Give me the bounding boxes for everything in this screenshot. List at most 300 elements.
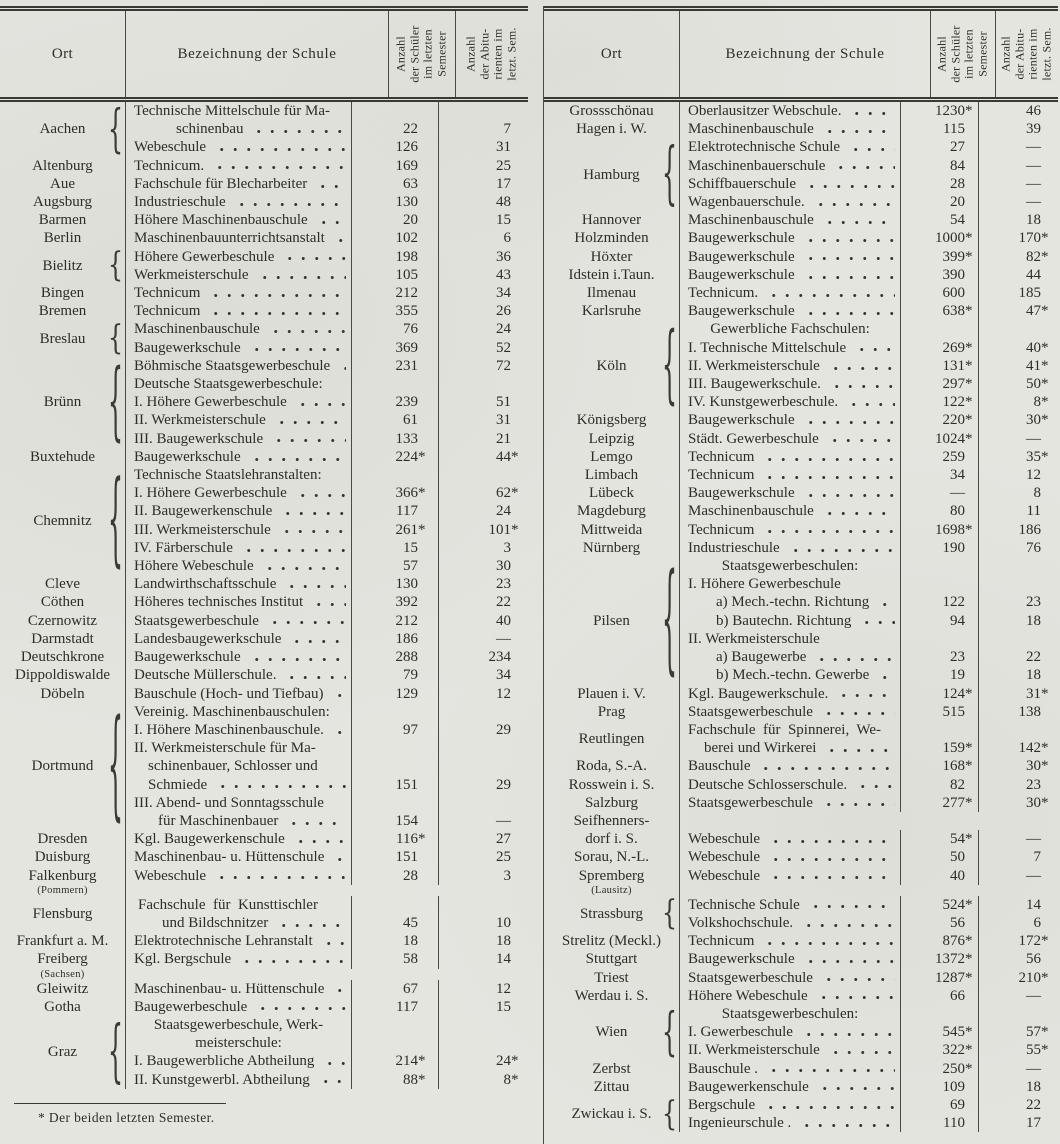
table-row [126,950,528,968]
school-name-text: Baugewerkschule [688,485,795,502]
rows-cell [679,896,1058,932]
graduates-value: 8 * [438,1071,528,1089]
dot-leader [802,914,895,932]
students-value: 117 [351,502,438,520]
school-name-cell [680,1041,900,1059]
school-name-text: Technische Staatslehranstalten: [134,467,322,484]
rows-cell [125,830,528,848]
school-name-cell [680,357,900,375]
header-students: Anzahl der Schüler im letzten Semester [388,11,455,97]
ort-label: Reutlingen [578,731,645,747]
school-name-cell [126,848,351,866]
ort-cell [544,120,679,138]
graduates-value: 7 [438,102,528,138]
graduates-value: 25 [438,157,528,175]
dot-leader [215,867,346,885]
dot-leader [850,102,895,120]
school-name-text: Maschinenbauschule [134,321,260,338]
ort-cell [0,867,125,896]
table-row [126,502,528,520]
ort-cell [544,411,679,429]
rows-cell [125,932,528,950]
students-value: 117 [351,998,438,1016]
school-name-text: Baugewerkschule [688,412,795,429]
dot-leader [823,211,895,229]
rows-cell [679,466,1058,484]
table-group [0,685,528,703]
dot-leader [809,896,895,914]
dot-leader [804,266,895,284]
dot-leader [823,120,895,138]
ort-label: Werdau i. S. [574,987,649,1004]
table-row [126,375,528,393]
dot-leader [815,648,895,666]
graduates-value: 44 * [438,448,528,466]
students-value: 80 [900,502,978,520]
graduates-value: — [978,430,1058,448]
table-group [544,703,1058,721]
dot-leader [825,739,895,757]
school-name-cell [680,393,900,411]
table-group [0,302,528,320]
graduates-value: 24 * [438,1052,528,1070]
school-name-cell [680,721,900,757]
graduates-value [978,557,1058,575]
school-name-text: Webeschule [134,867,207,884]
ort-cell [0,950,125,979]
graduates-value: 7 [978,848,1058,866]
table-row [680,393,1058,411]
students-value [900,630,978,648]
school-name-cell [680,211,900,229]
dot-leader [323,1052,346,1070]
ort-label: Pilsen [593,612,630,629]
graduates-value: 21 [438,430,528,448]
table-row [680,320,1058,338]
table-row [680,138,1058,156]
dot-leader [817,987,895,1005]
group-brace-icon: { [662,316,678,416]
school-name-cell [126,648,351,666]
dot-leader [804,950,895,968]
ort-label: Dresden [37,831,88,848]
ort-label: Leipzig [588,430,635,447]
table-row [680,357,1058,375]
table-row [680,448,1058,466]
school-name-cell [126,248,351,266]
dot-leader [769,867,895,885]
students-value: 56 [900,914,978,932]
students-value: 67 [351,980,438,998]
table-group [0,284,528,302]
school-name-text: IV. Färberschule [134,539,233,556]
school-name-text: für Maschinenbauer [158,812,279,829]
ort-cell [0,666,125,684]
ort-label: Plauen i. V. [577,685,646,702]
school-name-cell [126,896,351,932]
rows-cell [125,248,528,284]
graduates-value: 10 [438,896,528,932]
table-row [680,430,1058,448]
table-row [126,266,528,284]
school-name-text: schinenbauer, Schlosser und [148,758,318,775]
table-group [544,794,1058,812]
ort-cell [0,461,125,581]
school-name-text: Technicum [134,285,201,302]
school-name-cell [126,320,351,338]
school-name-text: Ingenieurschule . [688,1115,792,1132]
table-row [680,157,1058,175]
dot-leader [763,521,895,539]
graduates-value: — [978,867,1058,885]
table-group [544,248,1058,266]
ort-cell [0,1012,125,1093]
school-name-text: Vereinig. Maschinenbauschulen: [134,703,330,720]
rows-cell [125,612,528,630]
school-name-cell [680,1114,900,1132]
dot-leader [878,666,895,684]
graduates-value: 46 [978,102,1058,120]
table-group [0,175,528,193]
students-value: 322 * [900,1041,978,1059]
school-name-text: Kgl. Bergschule [134,951,232,968]
students-value: 369 [351,339,438,357]
table-group [0,211,528,229]
ort-label: Augsburg [33,194,92,211]
table-row [126,739,528,794]
students-value: 58 [351,950,438,968]
dot-leader [281,502,346,520]
ort-cell [544,794,679,812]
table-group [0,99,528,160]
ort-cell [544,1002,679,1063]
ort-cell [0,318,125,359]
school-name-cell [680,175,900,193]
graduates-value: — [978,157,1058,175]
school-name-text: Elektrotechnische Lehranstalt [134,933,313,950]
ort-label: Döbeln [40,685,85,702]
school-name-cell [126,521,351,539]
school-name-text: Volkshochschule. [688,914,794,931]
school-name-cell [126,193,351,211]
school-name-text: Städt. Gewerbeschule [688,430,819,447]
students-value: 231 [351,357,438,375]
ort-label: Czernowitz [27,612,98,629]
dot-leader [802,1023,895,1041]
table-group [544,812,1058,848]
students-value: 1000 * [900,229,978,247]
ort-label: Höxter [590,248,633,265]
students-value: 261 * [351,521,438,539]
rows-cell [679,484,1058,502]
table-row [126,830,528,848]
header-graduates: Anzahl der Abitu- rienten im letzt. Sem. [455,11,528,97]
graduates-value: 26 [438,302,528,320]
table-group [544,896,1058,932]
rows-cell [679,539,1058,557]
students-value: 212 [351,284,438,302]
rows-cell [679,411,1058,429]
school-name-cell [680,950,900,968]
graduates-value: 18 [438,932,528,950]
group-brace-icon: { [662,134,678,215]
table-row [126,284,528,302]
table-group [0,248,528,284]
rows-cell [679,685,1058,703]
table-row [680,867,1058,885]
rows-cell [679,867,1058,896]
school-name-cell [680,685,900,703]
school-name-text: Bergschule [688,1096,756,1113]
school-name-cell [126,1071,351,1089]
rows-cell [125,193,528,211]
rows-cell [679,502,1058,520]
school-name-cell [680,266,900,284]
table-group [0,157,528,175]
graduates-value: 35 * [978,448,1058,466]
school-name-text: I. Höhere Maschinenbauschule. [134,721,324,738]
students-value: 122 * [900,393,978,411]
rows-cell [679,794,1058,812]
students-value: 1230 * [900,102,978,120]
table-group [544,987,1058,1005]
ort-label: Cöthen [40,594,85,611]
table-row [680,950,1058,968]
rows-cell [679,848,1058,866]
dot-leader [769,848,895,866]
graduates-value: 62 * [438,484,528,502]
dot-leader [272,430,346,448]
graduates-value: 12 [438,980,528,998]
school-name-text: Baugewerkschule [134,339,241,356]
ort-label: Dortmund [31,758,94,775]
rows-cell [679,557,1058,684]
school-name-text: I. Höhere Gewerbeschule [134,394,287,411]
dot-leader [804,302,895,320]
students-value: 50 [900,848,978,866]
school-name-text: II. Werkmeisterschule [688,1042,820,1059]
dot-leader [855,339,895,357]
ort-cell [0,193,125,211]
students-value: 19 [900,666,978,684]
dot-leader [216,776,346,794]
school-name-cell [126,266,351,284]
graduates-value [978,320,1058,338]
dot-leader [333,848,346,866]
dot-leader [822,703,895,721]
table-group [544,551,1058,691]
school-name-cell [126,867,351,885]
school-name-cell [126,703,351,721]
table-row [126,448,528,466]
school-name-cell [680,502,900,520]
students-value: 355 [351,302,438,320]
dot-leader [312,593,346,611]
graduates-value: 29 [438,721,528,739]
ort-cell [0,848,125,866]
ort-label: Duisburg [34,849,91,866]
ort-label: Gotha [44,998,81,1015]
school-name-text: I. Höhere Gewerbeschule [134,485,287,502]
group-brace-icon: { [662,1094,678,1134]
dot-leader [834,157,895,175]
table-row [680,1096,1058,1114]
school-name-cell [680,484,900,502]
students-value: 27 [900,138,978,156]
ort-cell [544,266,679,284]
graduates-value: 14 [978,896,1058,914]
school-name-text: Technicum [688,448,755,465]
students-value: 15 [351,539,438,557]
school-name-cell [680,896,900,914]
dot-leader [763,448,895,466]
ort-cell [544,950,679,968]
students-value: 79 [351,666,438,684]
school-name-cell [126,830,351,848]
ort-label: Strelitz (Meckl.) [561,933,662,950]
table-row [680,1041,1058,1059]
dot-leader [339,357,346,375]
group-brace-icon: { [662,1002,678,1063]
school-name-cell [680,448,900,466]
table-group [544,1002,1058,1063]
school-name-cell [126,539,351,557]
graduates-value: 40 * [978,339,1058,357]
school-name-text: Baugewerkschule [688,248,795,265]
students-value: 84 [900,157,978,175]
table-row [680,848,1058,866]
header-school: Bezeichnung der Schule [125,11,388,97]
rows-cell [125,102,528,157]
table-group [544,316,1058,416]
school-name-cell [126,466,351,484]
ort-cell [0,157,125,175]
table-row [126,521,528,539]
students-value: 159 * [900,721,978,757]
ort-label: Sorau, N.-L. [574,849,649,866]
graduates-value [438,466,528,484]
table-group [544,284,1058,302]
school-name-text: Industrieschule [688,539,780,556]
ort-cell [0,980,125,998]
table-group [0,980,528,998]
table-row [126,1052,528,1070]
dot-leader [334,229,346,247]
table-row [126,575,528,593]
school-name-cell [680,776,900,794]
school-name-text: II. Werkmeisterschule für Ma- [134,740,316,757]
ort-label: Salzburg [584,794,639,811]
ort-cell [544,1096,679,1132]
ort-cell [544,229,679,247]
ort-cell [0,830,125,848]
dot-leader [829,1041,895,1059]
table-group [544,521,1058,539]
graduates-value: — [978,175,1058,193]
school-name-cell [680,102,900,120]
rows-cell [125,630,528,648]
school-name-text: Technicum [688,521,755,538]
table-row [680,102,1058,120]
graduates-value: 48 [438,193,528,211]
graduates-value: 23 [978,593,1058,611]
school-name-text: berei und Wirkerei [704,740,817,757]
school-name-text: Staatsgewerbeschule [134,612,259,629]
table-row [680,685,1058,703]
graduates-value: 24 [438,502,528,520]
dot-leader [856,776,895,794]
ort-label: Chemnitz [33,512,92,529]
school-name-text: Oberlausitzer Webschule. [688,103,842,119]
ort-label: Nürnberg [582,539,641,556]
school-name-text: Technische Mittelschule für Ma- [134,103,330,119]
students-value: — [900,484,978,502]
graduates-value: 23 [438,575,528,593]
ort-cell [544,248,679,266]
table-group [544,757,1058,775]
ort-cell [0,593,125,611]
school-name-text: Deutsche Müllerschule. [134,667,277,684]
table-group [0,998,528,1016]
table-row [126,630,528,648]
dot-leader [280,521,346,539]
header-ort: Ort [51,45,74,62]
ort-cell [544,812,679,848]
students-value: 122 [900,593,978,611]
dot-leader [878,593,895,611]
rows-cell [125,448,528,466]
ort-cell [544,502,679,520]
graduates-value: 30 * [978,757,1058,775]
table-row [126,339,528,357]
ort-label: Magdeburg [577,503,646,520]
students-value [351,466,438,484]
graduates-value: 39 [978,120,1058,138]
school-name-text: Staatsgewerbeschule [688,794,813,811]
table-row [126,466,528,484]
students-value: 151 [351,739,438,794]
students-value: 126 [351,138,438,156]
rows-cell [679,448,1058,466]
dot-leader [767,284,895,302]
school-name-text: Technicum [688,933,755,950]
table-row [680,969,1058,987]
school-name-cell [126,1052,351,1070]
students-value: 600 [900,284,978,302]
table-row [680,266,1058,284]
students-value: 198 [351,248,438,266]
school-name-cell [126,375,351,393]
dot-leader [763,932,895,950]
table-row [126,703,528,721]
students-value: 366 * [351,484,438,502]
school-name-text: I. Höhere Gewerbeschule [688,576,841,593]
school-name-text: IV. Kunstgewerbeschule. [688,394,839,411]
school-name-cell [680,848,900,866]
ort-cell [544,1060,679,1078]
ort-cell [0,685,125,703]
table-row [126,411,528,429]
rows-cell [125,1016,528,1089]
rows-cell [125,950,528,979]
ort-label: Brünn [43,394,82,411]
ort-label: Breslau [39,330,86,347]
dot-leader [759,757,895,775]
rows-cell [679,138,1058,211]
graduates-value: 27 [438,830,528,848]
dot-leader [804,411,895,429]
ort-cell [0,998,125,1016]
